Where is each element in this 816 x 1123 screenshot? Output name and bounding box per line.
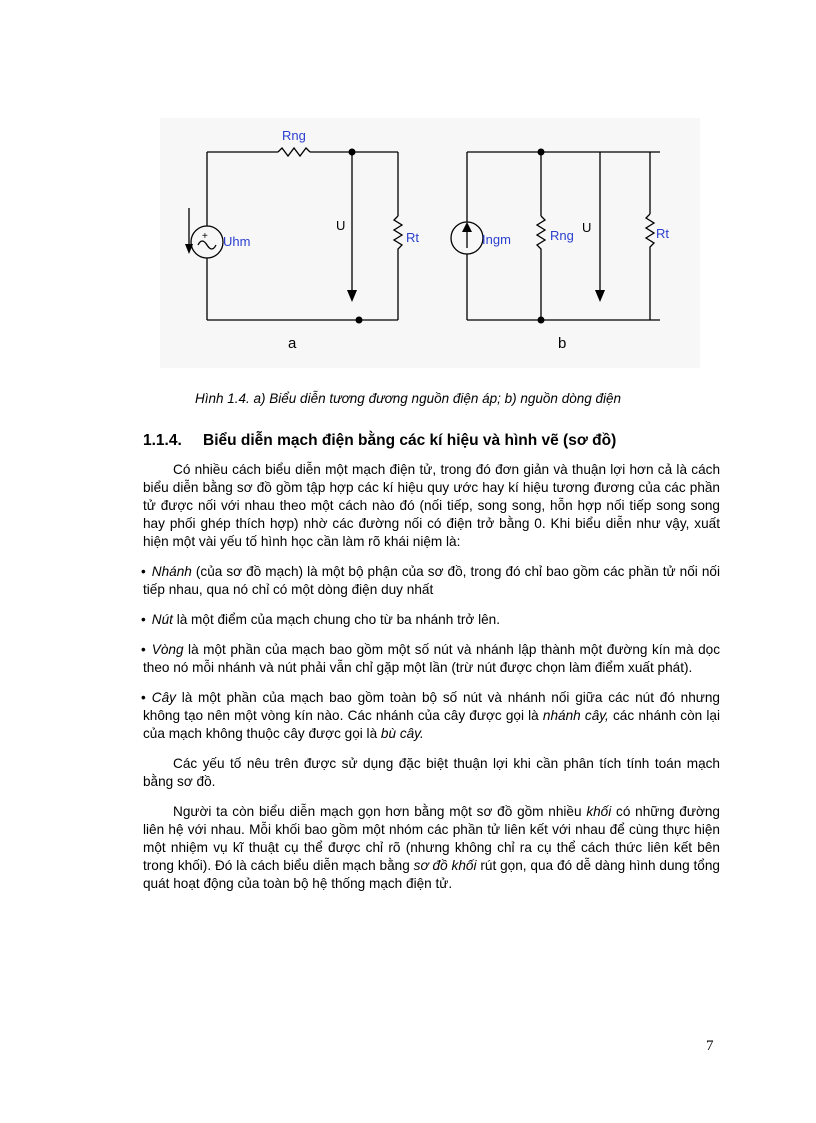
bullet-nhanh [143,563,720,599]
paragraph-2: Các yếu tố nêu trên được sử dụng đặc biệt thuận lợi khi cần phân tích tính toán mạch bằng sơ đồ. [143,756,720,789]
term-nut: Nút [151,612,173,627]
section-title: Biểu diễn mạch điện bằng các kí hiệu và hình vẽ (sơ đồ) [203,432,617,449]
p3-text-2: có những đường liên hệ với nhau. Mỗi khối bao gồm một nhóm các phần tử liên kết với nhau để cùng thực hiện một nhiệm vụ kĩ thuật cụ thể được chỉ rõ (nhưng không chỉ ra cụ thể cách thức liên kết bên trong khối). Đó là cách biểu diễn mạch bằng [143,804,720,873]
source-arrowhead-a [185,244,193,254]
label-uhm: Uhm [223,234,251,249]
p3-text-1: Người ta còn biểu diễn mạch gọn hơn bằng một sơ đồ gồm nhiều [173,804,587,819]
label-rt-a: Rt [406,230,419,245]
text-nut: là một điểm của mạch chung cho từ ba nhánh trở lên. [172,612,500,627]
voltage-arrowhead-a [347,290,357,302]
text-cay-2: các nhánh còn lại của mạch không thuộc cây được gọi là [143,708,720,741]
text-nhanh: (của sơ đồ mạch) là một bộ phận của sơ đồ, trong đó chỉ bao gồm các phần tử nối nối tiếp nhau, qua nó chỉ có một dòng điện duy nhất [143,564,720,597]
node-a-top [349,149,356,156]
bullet-nut [143,611,720,629]
p3-text-3: rút gọn, qua đó dễ dàng hình dung tổng quát hoạt động của toàn bộ hệ thống mạch điện tử. [143,858,720,891]
resistor-rng-a [278,148,310,156]
node-b-bottom [538,317,545,324]
page-number: 7 [706,1038,714,1054]
figure-caption: Hình 1.4. a) Biểu diễn tương đương nguồn điện áp; b) nguồn dòng điện [195,391,621,406]
bullet-cay [143,689,720,743]
text-cay-1: là một phần của mạch bao gồm toàn bộ số nút và nhánh nối giữa các nút đó nhưng không tạo nên một vòng kín nào. Các nhánh của cây được gọi là [143,690,720,723]
circuit-figure [160,118,700,368]
term-so-do-khoi: sơ đồ khối [413,858,477,873]
ac-wave [198,241,216,249]
text-vong: là một phần của mạch bao gồm một số nút và nhánh lập thành một đường kín mà dọc theo nó mỗi nhánh và nút phải vẫn chỉ gặp một lần (trừ nút được chọn làm điểm xuất phát). [143,642,720,675]
label-u-b: U [582,220,592,235]
label-ingm: Ingm [482,232,511,247]
body-text [143,461,720,905]
bullet-vong [143,641,720,677]
node-a-bottom [356,317,363,324]
resistor-rng-b [537,216,545,256]
section-heading [143,432,616,450]
label-rng-b: Rng [550,228,574,243]
voltage-arrowhead-b [595,290,605,302]
label-rng-a: Rng [282,128,306,143]
term-vong: Vòng [151,642,184,657]
resistor-rt-b [646,214,654,254]
term-bu-cay: bù cây. [380,726,424,741]
term-nhanh-cay: nhánh cây, [542,708,609,723]
term-nhanh: Nhánh [151,564,192,579]
label-a: a [288,335,297,352]
resistor-rt-a [394,216,402,256]
label-plus: + [202,231,208,242]
section-number: 1.1.4. [143,432,182,449]
term-khoi: khối [586,804,612,819]
intro-paragraph: Có nhiều cách biểu diễn một mạch điện tử, trong đó đơn giản và thuận lợi hơn cả là cách biểu diễn bằng sơ đồ gồm tập hợp các kí hiệu quy ước hay kí hiệu tương đương của các phần tử được nối với nhau theo một cách nào đó (nối tiếp, song song, hỗn hợp nối tiếp song song hay phối ghép thích hợp) nhờ các đường nối có điện trở bằng 0. Khi biểu diễn như vậy, xuất hiện một vài yếu tố hình học cần làm rõ khái niệm là: [143,462,720,549]
label-rt-b: Rt [656,226,669,241]
paragraph-3 [143,803,720,893]
term-cay: Cây [151,690,176,705]
label-b: b [558,335,567,352]
node-b-top [538,149,545,156]
label-u-a: U [336,218,346,233]
circuit-diagram [160,118,700,368]
current-arrowhead [462,222,472,232]
